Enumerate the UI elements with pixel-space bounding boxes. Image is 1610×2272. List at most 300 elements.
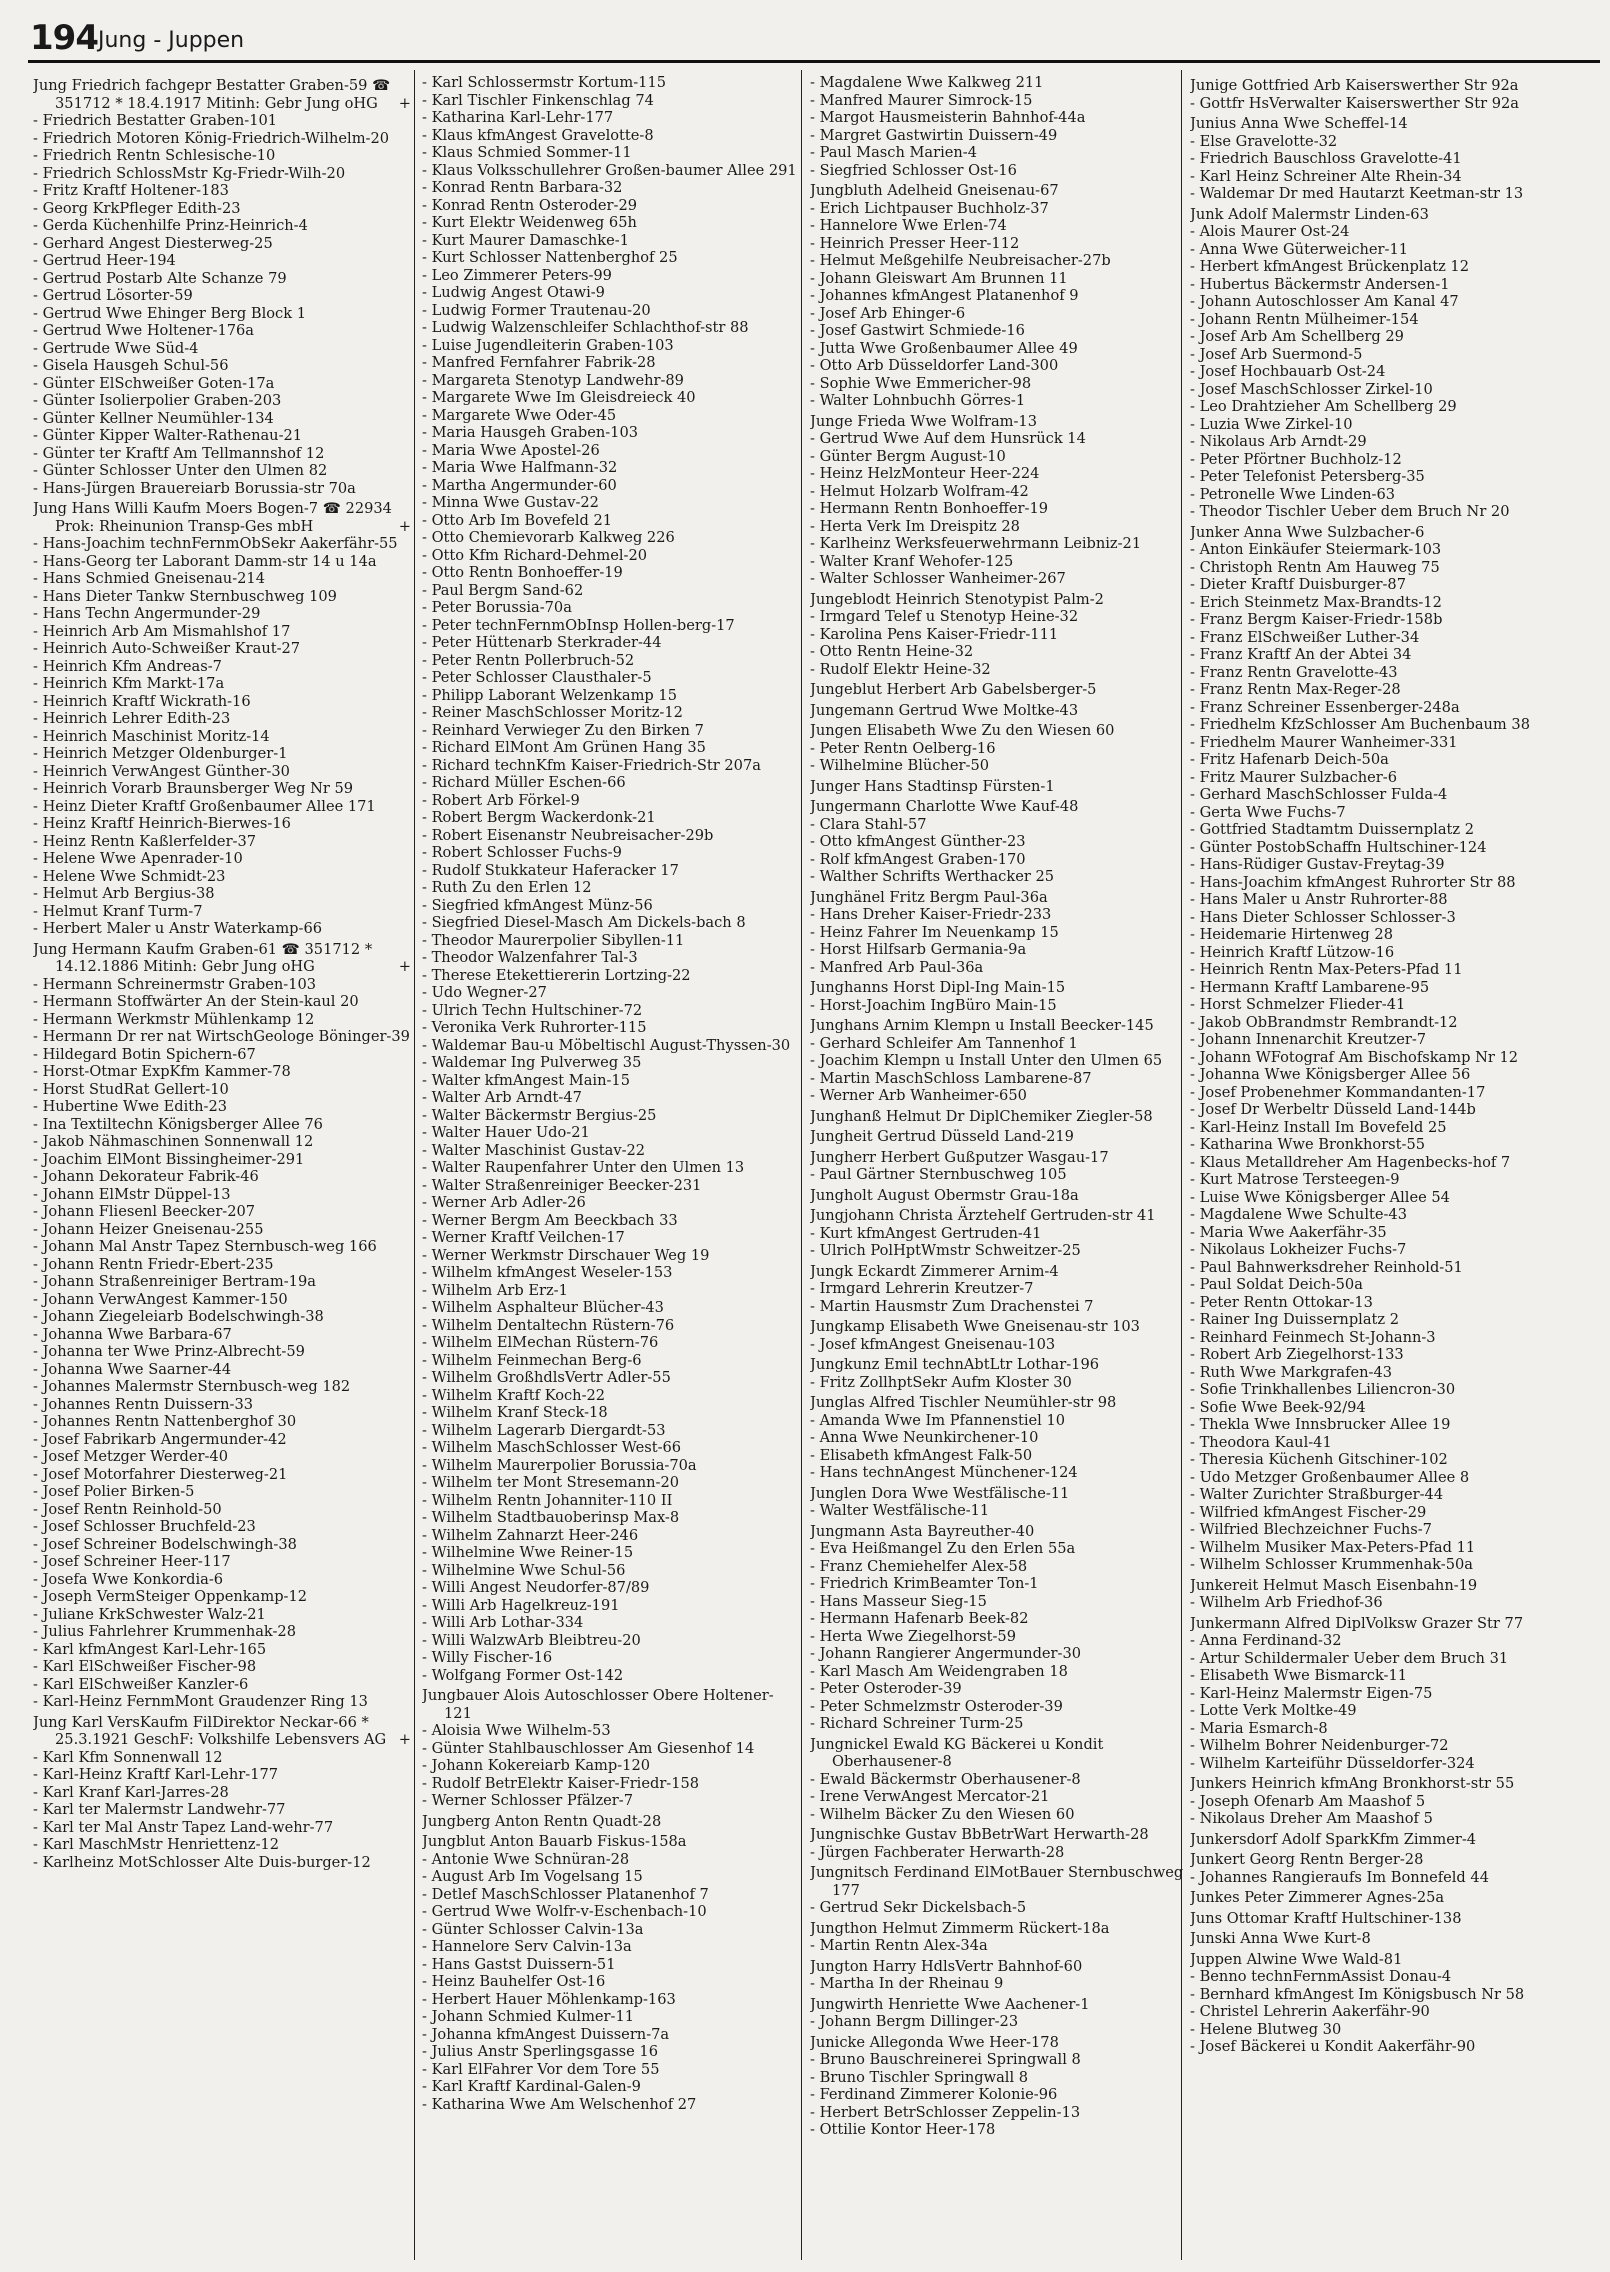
directory-entry xyxy=(1190,451,1568,469)
entry-text: - Heinz Kraftf Heinrich-Bierwes-16 xyxy=(33,815,291,832)
directory-entry xyxy=(810,740,1188,758)
entry-text: - Sofie Trinkhallenbes Liliencron-30 xyxy=(1190,1381,1456,1398)
directory-entry xyxy=(33,1063,411,1081)
entry-text: - Magdalene Wwe Kalkweg 211 xyxy=(810,74,1044,91)
entry-text: - Helene Wwe Schmidt-23 xyxy=(33,867,226,885)
entry-text: Jung Hermann Kaufm Graben-61 ☎ 351712 * 14.12.1886 Mitinh: Gebr Jung oHG xyxy=(33,940,373,975)
entry-text: - Ruth Wwe Markgrafen-43 xyxy=(1190,1363,1393,1381)
entry-text: - Anton Einkäufer Steiermark-103 xyxy=(1190,541,1442,558)
directory-entry xyxy=(1190,381,1568,399)
directory-entry xyxy=(33,885,411,903)
entry-text: - Werner Arb Wanheimer-650 xyxy=(810,1087,1027,1104)
directory-entry xyxy=(422,2026,800,2044)
entry-text: - Karl kfmAngest Karl-Lehr-165 xyxy=(33,1640,267,1658)
directory-entry xyxy=(1190,961,1568,979)
directory-entry xyxy=(810,2086,1188,2104)
entry-text: - Hubertine Wwe Edith-23 xyxy=(33,1098,228,1115)
entry-text: - Gertrud Wwe Wolfr-v-Eschenbach-10 xyxy=(422,1903,707,1920)
entry-text: Junkereit Helmut Masch Eisenbahn-19 xyxy=(1190,1576,1478,1594)
entry-text: - Günter PostobSchaffn Hultschiner-124 xyxy=(1190,838,1487,856)
entry-text: - Friedhelm KfzSchlosser Am Buchenbaum 38 xyxy=(1190,716,1530,733)
directory-entry xyxy=(33,1396,411,1414)
directory-entry xyxy=(1190,1451,1568,1469)
entry-text: - Fritz Maurer Sulzbacher-6 xyxy=(1190,768,1397,786)
entry-text: - Günter ElSchweißer Goten-17a xyxy=(33,374,275,392)
entry-text: Junige Gottfried Arb Kaiserswerther Str 92a xyxy=(1190,77,1519,94)
directory-entry xyxy=(810,1575,1188,1593)
entry-text: - Wilhelm MaschSchlosser West-66 xyxy=(422,1439,682,1456)
directory-entry xyxy=(810,483,1188,501)
entry-text: - Friedrich Bestatter Graben-101 xyxy=(33,112,278,129)
directory-entry xyxy=(422,477,800,495)
entry-text: - Udo Wegner-27 xyxy=(422,984,547,1001)
directory-entry xyxy=(422,722,800,740)
entry-text: - Josef Fabrikarb Angermunder-42 xyxy=(33,1430,287,1448)
entry-text: - Johann Ziegeleiarb Bodelschwingh-38 xyxy=(33,1308,324,1325)
entry-text: - Manfred Arb Paul-36a xyxy=(810,958,984,976)
directory-entry xyxy=(422,1352,800,1370)
entry-text: - Irene VerwAngest Mercator-21 xyxy=(810,1788,1050,1805)
entry-text: Jungkamp Elisabeth Wwe Gneisenau-str 103 xyxy=(810,1318,1140,1335)
entry-text: - Willi Arb Hagelkreuz-191 xyxy=(422,1596,620,1614)
directory-entry xyxy=(422,1991,800,2009)
entry-text: Junglen Dora Wwe Westfälische-11 xyxy=(810,1484,1070,1502)
directory-entry xyxy=(422,1597,800,1615)
entry-text: - Horst Hilfsarb Germania-9a xyxy=(810,941,1027,958)
entry-text: Junghanß Helmut Dr DiplChemiker Ziegler-58 xyxy=(810,1107,1153,1125)
directory-entry xyxy=(422,1369,800,1387)
entry-text: - Katharina Karl-Lehr-177 xyxy=(422,109,614,126)
entry-text: - Theodor Walzenfahrer Tal-3 xyxy=(422,949,638,966)
directory-entry-head xyxy=(33,77,411,112)
directory-entry xyxy=(422,319,800,337)
entry-text: - Ferdinand Zimmerer Kolonie-96 xyxy=(810,2086,1058,2103)
directory-entry-head xyxy=(33,941,411,976)
entry-text: - Gerhard Schleifer Am Tannenhof 1 xyxy=(810,1034,1078,1052)
entry-text: - Martin MaschSchloss Lambarene-87 xyxy=(810,1069,1092,1087)
entry-text: - Heinrich Presser Heer-112 xyxy=(810,234,1020,252)
entry-text: - Wilhelm Feinmechan Berg-6 xyxy=(422,1351,642,1369)
entry-text: - Hans Schmied Gneisenau-214 xyxy=(33,570,265,587)
entry-text: - Fritz Kraftf Holtener-183 xyxy=(33,182,229,199)
directory-column-2 xyxy=(422,74,800,2254)
directory-entry xyxy=(33,165,411,183)
directory-entry xyxy=(1190,1171,1568,1189)
entry-text: - Richard ElMont Am Grünen Hang 35 xyxy=(422,739,706,756)
entry-text: - Günter Isolierpolier Graben-203 xyxy=(33,392,282,409)
entry-text: - Franz Rentn Max-Reger-28 xyxy=(1190,681,1401,698)
entry-text: - Gottfr HsVerwalter Kaiserswerther Str 92a xyxy=(1190,94,1519,112)
entry-text: - Franz Rentn Gravelotte-43 xyxy=(1190,663,1398,681)
entry-text: Jungeblut Herbert Arb Gabelsberger-5 xyxy=(810,681,1097,698)
directory-entry xyxy=(810,375,1188,393)
directory-entry-head xyxy=(810,1394,1188,1412)
directory-entry xyxy=(1190,769,1568,787)
entry-text: - Theresia Küchenh Gitschiner-102 xyxy=(1190,1451,1448,1468)
entry-text: Jungjohann Christa Ärztehelf Gertruden-str 41 xyxy=(810,1207,1156,1224)
entry-text: - Johannes kfmAngest Platanenhof 9 xyxy=(810,287,1079,304)
directory-entry xyxy=(810,626,1188,644)
directory-entry-head xyxy=(810,1207,1188,1225)
entry-text: - Helmut Arb Bergius-38 xyxy=(33,885,215,902)
entry-text: - Heinrich Arb Am Mismahlshof 17 xyxy=(33,622,291,640)
directory-entry-head xyxy=(810,722,1188,740)
entry-text: - Petronelle Wwe Linden-63 xyxy=(1190,485,1396,503)
entry-text: - Kurt Elektr Weidenweg 65h xyxy=(422,214,637,231)
entry-text: - Sofie Wwe Beek-92/94 xyxy=(1190,1398,1366,1416)
entry-text: - Helmut Holzarb Wolfram-42 xyxy=(810,482,1029,500)
directory-entry xyxy=(810,357,1188,375)
entry-text: - Konrad Rentn Osteroder-29 xyxy=(422,196,638,214)
directory-entry xyxy=(33,1518,411,1536)
entry-text: - Willi WalzwArb Bleibtreu-20 xyxy=(422,1631,641,1649)
directory-entry xyxy=(422,337,800,355)
entry-text: - Josef kfmAngest Gneisenau-103 xyxy=(810,1335,1056,1353)
directory-entry-head xyxy=(810,1108,1188,1126)
directory-entry xyxy=(422,1159,800,1177)
entry-text: - Paul Bahnwerksdreher Reinhold-51 xyxy=(1190,1258,1463,1276)
directory-entry xyxy=(33,1766,411,1784)
directory-entry xyxy=(33,728,411,746)
directory-entry xyxy=(422,1229,800,1247)
entry-text: Jungk Eckardt Zimmerer Arnim-4 xyxy=(810,1262,1059,1280)
directory-entry xyxy=(33,1098,411,1116)
entry-text: - Johann WFotograf Am Bischofskamp Nr 12 xyxy=(1190,1048,1519,1066)
entry-text: - Karl ElSchweißer Fischer-98 xyxy=(33,1658,257,1675)
directory-entry xyxy=(33,427,411,445)
directory-entry xyxy=(810,1788,1188,1806)
entry-text: - Friedhelm Maurer Wanheimer-331 xyxy=(1190,733,1458,751)
entry-text: - Philipp Laborant Welzenkamp 15 xyxy=(422,686,677,704)
directory-entry xyxy=(422,1247,800,1265)
directory-entry xyxy=(1190,594,1568,612)
directory-entry xyxy=(810,518,1188,536)
entry-text: - Lotte Verk Moltke-49 xyxy=(1190,1702,1357,1719)
directory-entry xyxy=(422,494,800,512)
directory-entry xyxy=(810,997,1188,1015)
directory-entry xyxy=(422,844,800,862)
entry-text: - Walter Arb Arndt-47 xyxy=(422,1089,582,1106)
entry-text: - Erich Lichtpauser Buchholz-37 xyxy=(810,199,1049,217)
directory-entry xyxy=(810,430,1188,448)
directory-entry-head xyxy=(810,1263,1188,1281)
entry-text: - Josef Hochbauarb Ost-24 xyxy=(1190,363,1386,380)
directory-entry xyxy=(810,1502,1188,1520)
entry-text: - Josef Metzger Werder-40 xyxy=(33,1448,228,1465)
entry-text: - Margarete Wwe Im Gleisdreieck 40 xyxy=(422,389,696,406)
directory-entry xyxy=(1190,1434,1568,1452)
entry-text: - Nikolaus Arb Arndt-29 xyxy=(1190,433,1367,450)
page-header xyxy=(28,18,1600,63)
entry-text: - Johann Fliesenl Beecker-207 xyxy=(33,1203,256,1220)
directory-entry-head xyxy=(810,1864,1188,1899)
directory-entry xyxy=(810,1663,1188,1681)
directory-entry xyxy=(422,2061,800,2079)
entry-text: Junk Adolf Malermstr Linden-63 xyxy=(1190,205,1429,223)
entry-text: Junski Anna Wwe Kurt-8 xyxy=(1190,1930,1371,1947)
entry-text: - Josef Bäckerei u Kondit Aakerfähr-90 xyxy=(1190,2038,1476,2055)
entry-text: - Josef Dr Werbeltr Düsseld Land-144b xyxy=(1190,1101,1476,1118)
entry-text: - Irmgard Telef u Stenotyp Heine-32 xyxy=(810,608,1079,625)
entry-text: - Paul Soldat Deich-50a xyxy=(1190,1276,1363,1293)
entry-text: - Rudolf Stukkateur Haferacker 17 xyxy=(422,861,679,879)
entry-text: - Johann Gleiswart Am Brunnen 11 xyxy=(810,269,1068,287)
entry-text: - Jakob ObBrandmstr Rembrandt-12 xyxy=(1190,1013,1458,1031)
entry-text: Jungblut Anton Bauarb Fiskus-158a xyxy=(422,1833,687,1850)
entry-text: - Hermann Stoffwärter An der Stein-kaul 20 xyxy=(33,993,359,1010)
directory-entry xyxy=(810,200,1188,218)
entry-text: - Klaus kfmAngest Gravelotte-8 xyxy=(422,126,654,144)
entry-text: Junkert Georg Rentn Berger-28 xyxy=(1190,1851,1424,1868)
entry-text: - Hildegard Botin Spichern-67 xyxy=(33,1045,256,1063)
directory-entry-head xyxy=(810,1826,1188,1844)
entry-text: - Rainer Ing Duissernplatz 2 xyxy=(1190,1311,1400,1328)
entry-text: - Karl ElFahrer Vor dem Tore 55 xyxy=(422,2060,660,2078)
directory-entry xyxy=(33,693,411,711)
entry-text: - Nikolaus Dreher Am Maashof 5 xyxy=(1190,1810,1433,1827)
entry-text: - Ludwig Walzenschleifer Schlachthof-str 88 xyxy=(422,319,749,336)
directory-entry xyxy=(33,1028,411,1046)
directory-entry xyxy=(422,792,800,810)
directory-entry xyxy=(1190,468,1568,486)
directory-entry xyxy=(422,529,800,547)
entry-text: Jungnitsch Ferdinand ElMotBauer Sternbuschweg 177 xyxy=(810,1864,1184,1899)
entry-text: - Erich Steinmetz Max-Brandts-12 xyxy=(1190,593,1442,611)
entry-text: - Josef Gastwirt Schmiede-16 xyxy=(810,322,1025,339)
entry-text: - Friedrich KrimBeamter Ton-1 xyxy=(810,1575,1039,1592)
entry-text: - Gertrud Postarb Alte Schanze 79 xyxy=(33,269,287,287)
entry-text: - Heinrich Kraftf Lützow-16 xyxy=(1190,943,1395,961)
entry-text: - Hans-Jürgen Brauereiarb Borussia-str 70a xyxy=(33,479,356,497)
directory-entry xyxy=(33,322,411,340)
directory-entry xyxy=(422,74,800,92)
entry-text: - Theodor Tischler Ueber dem Bruch Nr 20 xyxy=(1190,503,1510,520)
directory-entry xyxy=(1190,874,1568,892)
entry-text: - Julius Fahrlehrer Krummenhak-28 xyxy=(33,1623,297,1640)
directory-entry xyxy=(33,833,411,851)
directory-entry xyxy=(422,1037,800,1055)
directory-entry xyxy=(810,252,1188,270)
entry-text: - Hans-Georg ter Laborant Damm-str 14 u 14a xyxy=(33,552,377,570)
entry-text: - Hannelore Wwe Erlen-74 xyxy=(810,217,1007,234)
entry-text: - Josefa Wwe Konkordia-6 xyxy=(33,1570,224,1588)
entry-text: - Heinrich VerwAngest Günther-30 xyxy=(33,762,290,780)
directory-entry xyxy=(1190,1986,1568,2004)
directory-entry xyxy=(810,1771,1188,1789)
entry-text: - Jakob Nähmaschinen Sonnenwall 12 xyxy=(33,1133,314,1150)
directory-entry xyxy=(422,1740,800,1758)
directory-entry xyxy=(1190,786,1568,804)
directory-entry xyxy=(422,1632,800,1650)
entry-text: - Jürgen Fachberater Herwarth-28 xyxy=(810,1843,1065,1861)
directory-entry xyxy=(33,710,411,728)
entry-text: - Karl Kranf Karl-Jarres-28 xyxy=(33,1783,229,1801)
directory-entry xyxy=(1190,95,1568,113)
directory-entry xyxy=(1190,1101,1568,1119)
directory-entry xyxy=(422,1299,800,1317)
entry-text: - Joseph Ofenarb Am Maashof 5 xyxy=(1190,1792,1426,1810)
entry-text: - Konrad Rentn Barbara-32 xyxy=(422,179,623,196)
directory-entry xyxy=(1190,1720,1568,1738)
directory-entry xyxy=(33,200,411,218)
directory-entry-head xyxy=(810,1187,1188,1205)
entry-text: - Bruno Bauschreinerei Springwall 8 xyxy=(810,2051,1081,2068)
directory-entry xyxy=(1190,1224,1568,1242)
directory-entry xyxy=(33,1168,411,1186)
directory-entry xyxy=(810,851,1188,869)
directory-entry xyxy=(810,1429,1188,1447)
entry-text: - Johann Mal Anstr Tapez Sternbusch-weg 166 xyxy=(33,1238,377,1255)
directory-entry xyxy=(1190,1066,1568,1084)
entry-text: - Johann Straßenreiniger Bertram-19a xyxy=(33,1273,316,1290)
directory-entry xyxy=(1190,241,1568,259)
directory-entry xyxy=(33,1273,411,1291)
directory-entry xyxy=(810,144,1188,162)
directory-entry xyxy=(422,914,800,932)
entry-text: - Walter Kranf Wehofer-125 xyxy=(810,552,1014,570)
entry-text: - Manfred Maurer Simrock-15 xyxy=(810,91,1033,109)
entry-text: - Josef Schreiner Bodelschwingh-38 xyxy=(33,1535,297,1553)
entry-text: - Wilhelm Arb Friedhof-36 xyxy=(1190,1594,1383,1611)
entry-text: - Herta Verk Im Dreispitz 28 xyxy=(810,517,1020,535)
directory-entry xyxy=(422,92,800,110)
entry-text: - Ina Textiltechn Königsberger Allee 76 xyxy=(33,1115,323,1133)
entry-text: - Luise Jugendleiterin Graben-103 xyxy=(422,336,674,354)
entry-text: - Johann VerwAngest Kammer-150 xyxy=(33,1290,288,1308)
directory-entry xyxy=(33,1501,411,1519)
entry-text: - Franz ElSchweißer Luther-34 xyxy=(1190,628,1420,646)
directory-entry xyxy=(422,1492,800,1510)
directory-entry xyxy=(810,959,1188,977)
directory-entry xyxy=(33,1553,411,1571)
entry-text: - Wilhelm Bäcker Zu den Wiesen 60 xyxy=(810,1805,1075,1823)
directory-entry xyxy=(1190,150,1568,168)
directory-entry xyxy=(33,410,411,428)
entry-text: - Richard technKfm Kaiser-Friedrich-Str 207a xyxy=(422,756,761,774)
firm-marker: + xyxy=(398,958,411,975)
directory-entry xyxy=(33,1046,411,1064)
directory-entry-head xyxy=(810,591,1188,609)
entry-text: - Heinrich Maschinist Moritz-14 xyxy=(33,727,270,745)
entry-text: - Hans Masseur Sieg-15 xyxy=(810,1592,987,1610)
entry-text: - Johannes Rentn Nattenberghof 30 xyxy=(33,1413,297,1430)
entry-text: - Johann Rangierer Angermunder-30 xyxy=(810,1645,1082,1662)
entry-text: - Johann Autoschlosser Am Kanal 47 xyxy=(1190,293,1459,310)
directory-entry xyxy=(1190,1416,1568,1434)
directory-entry xyxy=(33,1854,411,1872)
entry-text: - Wilhelm Stadtbauoberinsp Max-8 xyxy=(422,1509,680,1526)
directory-entry xyxy=(810,92,1188,110)
directory-entry xyxy=(1190,258,1568,276)
directory-entry xyxy=(33,588,411,606)
entry-text: - Wilhelm Arb Erz-1 xyxy=(422,1281,568,1299)
entry-text: - Richard Müller Eschen-66 xyxy=(422,774,626,791)
directory-entry xyxy=(422,302,800,320)
entry-text: - Gerhard MaschSchlosser Fulda-4 xyxy=(1190,786,1448,803)
directory-entry xyxy=(33,798,411,816)
directory-entry xyxy=(810,392,1188,410)
entry-text: - Joachim Klempn u Install Unter den Ulmen 65 xyxy=(810,1052,1163,1069)
entry-text: Junge Frieda Wwe Wolfram-13 xyxy=(810,412,1038,430)
directory-entry xyxy=(1190,1136,1568,1154)
directory-entry xyxy=(33,1011,411,1029)
directory-entry xyxy=(422,1938,800,1956)
entry-text: - Irmgard Lehrerin Kreutzer-7 xyxy=(810,1280,1034,1297)
entry-text: - Herbert Maler u Anstr Waterkamp-66 xyxy=(33,920,323,937)
directory-entry xyxy=(33,1588,411,1606)
entry-text: Juppen Alwine Wwe Wald-81 xyxy=(1190,1950,1403,1968)
directory-entry xyxy=(422,862,800,880)
entry-text: - Martha In der Rheinau 9 xyxy=(810,1975,1004,1992)
directory-entry xyxy=(33,1326,411,1344)
entry-text: - Franz Bergm Kaiser-Friedr-158b xyxy=(1190,611,1443,628)
entry-text: - Josef Polier Birken-5 xyxy=(33,1483,195,1500)
directory-entry xyxy=(33,745,411,763)
directory-entry xyxy=(422,827,800,845)
entry-text: - Fritz Hafenarb Deich-50a xyxy=(1190,751,1389,768)
entry-text: - Wilhelmine Wwe Reiner-15 xyxy=(422,1544,634,1561)
directory-entry xyxy=(422,1851,800,1869)
entry-text: - Margot Hausmeisterin Bahnhof-44a xyxy=(810,109,1086,126)
entry-text: - Karl Tischler Finkenschlag 74 xyxy=(422,91,654,109)
entry-text: - Reiner MaschSchlosser Moritz-12 xyxy=(422,704,683,721)
directory-entry xyxy=(1190,1869,1568,1887)
entry-text: - Helene Wwe Apenrader-10 xyxy=(33,850,243,867)
directory-entry xyxy=(33,1448,411,1466)
entry-text: - Josef Arb Ehinger-6 xyxy=(810,304,966,322)
entry-text: Junghanns Horst Dipl-Ing Main-15 xyxy=(810,979,1066,996)
directory-entry xyxy=(422,757,800,775)
directory-entry-head xyxy=(422,1833,800,1851)
directory-entry xyxy=(33,675,411,693)
directory-entry xyxy=(1190,699,1568,717)
directory-entry xyxy=(33,112,411,130)
entry-text: Jungkunz Emil technAbtLtr Lothar-196 xyxy=(810,1356,1100,1373)
directory-entry xyxy=(422,1334,800,1352)
directory-entry xyxy=(33,993,411,1011)
entry-text: - Bruno Tischler Springwall 8 xyxy=(810,2068,1029,2086)
directory-entry xyxy=(422,1579,800,1597)
entry-text: - Herbert BetrSchlosser Zeppelin-13 xyxy=(810,2103,1081,2121)
entry-text: - Maria Wwe Halfmann-32 xyxy=(422,459,618,476)
entry-text: - Detlef MaschSchlosser Platanenhof 7 xyxy=(422,1885,709,1903)
directory-entry xyxy=(422,704,800,722)
directory-entry-head xyxy=(1190,1775,1568,1793)
directory-entry xyxy=(1190,629,1568,647)
entry-text: Jungwirth Henriette Wwe Aachener-1 xyxy=(810,1995,1090,2013)
directory-entry xyxy=(1190,416,1568,434)
entry-text: - Johanna Wwe Saarner-44 xyxy=(33,1360,232,1378)
directory-entry-head xyxy=(1190,77,1568,95)
directory-entry xyxy=(422,1509,800,1527)
entry-text: - Wilhelm Schlosser Krummenhak-50a xyxy=(1190,1556,1473,1573)
entry-text: - Wilhelm Kranf Steck-18 xyxy=(422,1404,608,1421)
entry-text: Jungthon Helmut Zimmerm Rückert-18a xyxy=(810,1919,1110,1937)
directory-entry xyxy=(33,1378,411,1396)
entry-text: - Wilhelm Musiker Max-Peters-Pfad 11 xyxy=(1190,1538,1476,1556)
entry-text: - Heidemarie Hirtenweg 28 xyxy=(1190,926,1393,943)
directory-entry-head xyxy=(810,889,1188,907)
directory-entry xyxy=(1190,1346,1568,1364)
directory-entry xyxy=(1190,996,1568,1014)
entry-text: - Heinz Dieter Kraftf Großenbaumer Allee 171 xyxy=(33,797,376,815)
firm-marker: + xyxy=(398,517,411,535)
directory-entry xyxy=(422,232,800,250)
entry-text: - Willy Fischer-16 xyxy=(422,1649,553,1666)
directory-entry xyxy=(1190,2021,1568,2039)
entry-text: Junghans Arnim Klempn u Install Beecker-145 xyxy=(810,1017,1154,1034)
entry-text: Jungen Elisabeth Wwe Zu den Wiesen 60 xyxy=(810,722,1115,739)
